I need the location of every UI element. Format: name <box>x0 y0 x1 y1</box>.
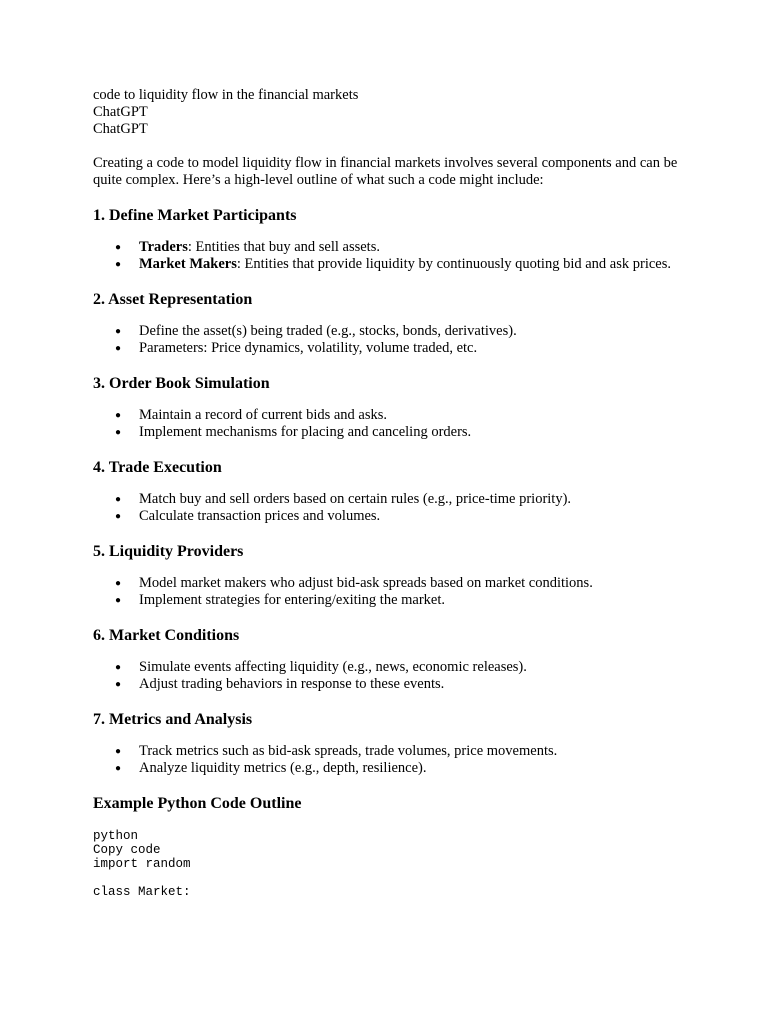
bullet-icon: ● <box>115 259 122 270</box>
list-item <box>93 424 679 441</box>
document-page <box>93 87 693 899</box>
list-item <box>93 508 679 525</box>
list-item <box>93 743 679 760</box>
bullet-icon: ● <box>115 494 122 505</box>
bullet-icon: ● <box>115 662 122 673</box>
list-item <box>93 323 679 340</box>
section-heading: 5. Liquidity Providers <box>93 543 244 560</box>
list-item-text: Maintain a record of current bids and asks. <box>139 407 388 423</box>
list-item <box>93 491 679 508</box>
list-item-text: Track metrics such as bid-ask spreads, trade volumes, price movements. <box>139 743 558 759</box>
list-item <box>93 407 679 424</box>
list-item-text: Define the asset(s) being traded (e.g., stocks, bonds, derivatives). <box>139 323 517 339</box>
section-heading: Example Python Code Outline <box>93 795 302 812</box>
bullet-icon: ● <box>115 427 122 438</box>
document-title: code to liquidity flow in the financial markets <box>93 87 359 103</box>
section-heading: 4. Trade Execution <box>93 459 222 476</box>
list-item <box>93 256 679 273</box>
list-item-text: Analyze liquidity metrics (e.g., depth, resilience). <box>139 760 427 776</box>
code-line: import random <box>93 857 191 871</box>
bullet-list <box>93 743 693 777</box>
list-item <box>93 676 679 693</box>
code-line <box>93 871 693 885</box>
list-item <box>93 239 679 256</box>
bullet-icon: ● <box>115 746 122 757</box>
list-item-text: Implement strategies for entering/exiting the market. <box>139 592 446 608</box>
list-item <box>93 760 679 777</box>
code-line: class Market: <box>93 885 191 899</box>
sections-container <box>93 206 693 813</box>
section-heading: 3. Order Book Simulation <box>93 375 270 392</box>
code-language-label: python <box>93 829 139 843</box>
list-item <box>93 575 679 592</box>
bullet-list <box>93 407 693 441</box>
list-item-text: Parameters: Price dynamics, volatility, volume traded, etc. <box>139 340 478 356</box>
bullet-icon: ● <box>115 326 122 337</box>
bullet-icon: ● <box>115 242 122 253</box>
copy-code-button[interactable]: Copy code <box>93 843 161 857</box>
bullet-list <box>93 659 693 693</box>
list-item-text: Adjust trading behaviors in response to these events. <box>139 676 445 692</box>
intro-paragraph: Creating a code to model liquidity flow in financial markets involves several components and can be quite complex. Here’s a high-level outline of what such a code might include: <box>93 155 678 188</box>
list-item-text: Calculate transaction prices and volumes. <box>139 508 381 524</box>
code-block <box>93 829 693 899</box>
section-heading: 7. Metrics and Analysis <box>93 711 253 728</box>
list-item <box>93 659 679 676</box>
list-item-text: Model market makers who adjust bid-ask spreads based on market conditions. <box>139 575 593 591</box>
section-heading: 2. Asset Representation <box>93 291 253 308</box>
bullet-list <box>93 239 693 273</box>
bullet-icon: ● <box>115 595 122 606</box>
bullet-icon: ● <box>115 763 122 774</box>
list-item-text: Simulate events affecting liquidity (e.g., news, economic releases). <box>139 659 527 675</box>
author-label: ChatGPT <box>93 121 148 137</box>
list-item <box>93 592 679 609</box>
bullet-icon: ● <box>115 343 122 354</box>
list-item-text: : Entities that buy and sell assets. <box>187 239 380 255</box>
section-heading: 6. Market Conditions <box>93 627 240 644</box>
section-heading: 1. Define Market Participants <box>93 207 297 224</box>
bullet-icon: ● <box>115 578 122 589</box>
bullet-icon: ● <box>115 410 122 421</box>
list-item-text: Implement mechanisms for placing and canceling orders. <box>139 424 472 440</box>
list-item-term: Market Makers <box>139 256 237 272</box>
code-lines <box>93 857 693 899</box>
author-label: ChatGPT <box>93 104 148 120</box>
bullet-icon: ● <box>115 679 122 690</box>
list-item-term: Traders <box>139 239 188 255</box>
list-item <box>93 340 679 357</box>
bullet-list <box>93 575 693 609</box>
bullet-list <box>93 323 693 357</box>
bullet-icon: ● <box>115 511 122 522</box>
list-item-text: : Entities that provide liquidity by continuously quoting bid and ask prices. <box>236 256 671 272</box>
bullet-list <box>93 491 693 525</box>
list-item-text: Match buy and sell orders based on certain rules (e.g., price-time priority). <box>139 491 572 507</box>
